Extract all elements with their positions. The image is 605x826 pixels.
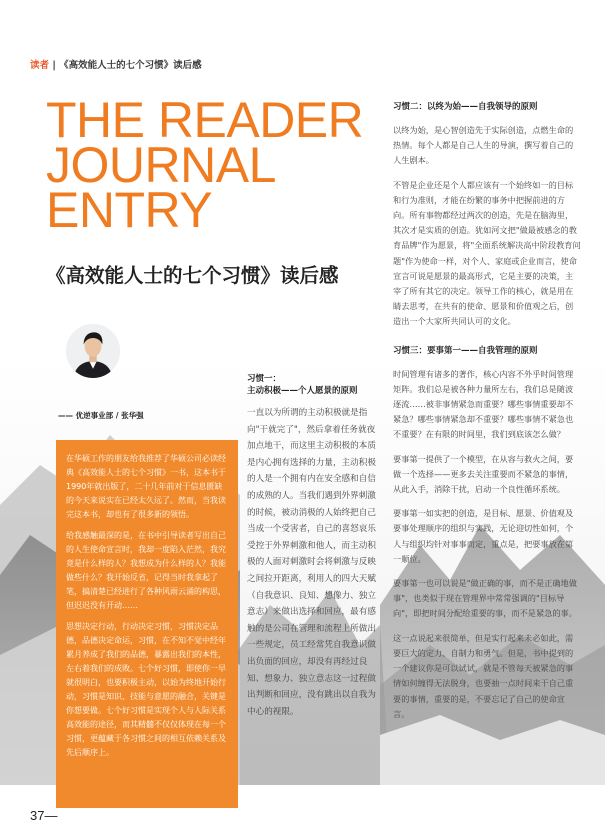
habit-three-paragraph-2: 要事第一提供了一个模型，在从容与救火之间，要做一个选择——更多去关注重要而不紧急的事情，从此入手，消除干扰，启动一个良性循环系统。 [393, 453, 574, 495]
author-byline: —— 优逆事业部 / 张华强 [58, 411, 144, 420]
habit-two-paragraph-2: 不管是企业还是个人都应该有一个始终如一的目标和行为准则，才能在纷繁的事务中把握前进的方向。所有事物都经过两次的创造，先是在脑海里，其次才是实质的创造。犹如河文把"做最被感念的教育品牌"作为愿景，将"全面系统解决高中阶段教育问题"作为使命一样，对个人、家庭或企业而言，使命宣言可说是愿景的最高形式，它是主要的决策，主宰了所有其它的决定。领导工作的核心，就是用在睛去思考，在共有的使命、愿景和价值观之后，创造出一个大家所共同认可的文化。 [393, 179, 581, 327]
habit-one-heading [247, 373, 380, 397]
big-title-line-1: THE READER [46, 92, 364, 148]
habit-three-paragraph-1: 时间管理有诸多的著作，核心内容不外乎时间管理矩阵。我们总是被各种力量所左右，我们总是随波逐流……被非事情紧急而重要？哪些事情重要却不紧急？哪些事情紧急却不重要？哪些事情不紧急也不重要？在有限的时间里，我们到底该怎么做？ [393, 368, 574, 440]
habit-three-paragraph-3: 要事第一如实把的创造，是目标、愿景、价值观及要事处理顺序的组织与实践，无论迎切性如何，个人与组织均针对事事而定，重点是，把要事放在第一顺位。 [393, 508, 574, 564]
intro-paragraph-1: 在华硕工作的朋友给我推荐了华硕公司必读经典《高效能人士的七个习惯》一书，这本书于1990年就出版了，二十几年前对于信息匮缺的今天来说实在已经太久远了。然而，当我读完这本书，却也有了很多新的领悟。 [66, 454, 226, 519]
running-header [30, 57, 202, 71]
habit-one-body: 一直以为所谓的主动积极就是指向"干就完了"，然后拿着任务就夜加点地干，而这里主动积极的本质是内心拥有选择的力量，主动积极的人是一个拥有内在安全感和自信的成熟的人。当我们遇到外界刺激的时候，被动消极的人始终把自己当成一个受害者，自己的喜怒哀乐受控于外界刺激和他人，而主动积极的人面对刺激时会将刺激与反映之间拉开距离，利用人的四大天赋（自我意识、良知、想像力、独立意志）来做出选择和回应，最有感触的是公司在管理和流程上所做出一些规定，员工经常凭自我意识做出负面的回应，却没有再经过良知、想象力、独立意志这一过程做出判断和回应，没有跳出以自我为中心的视限。 [247, 408, 376, 717]
habit-three-heading: 习惯三：要事第一——自我管理的原则 [393, 345, 538, 356]
intro-paragraph-3: 思想决定行动，行动决定习惯，习惯决定品德，品德决定命运，习惯，在不知不觉中经年累月养成了我们的品德，暴露出我们的本性，左右着我们的成败。七个好习惯，即使你一早就很明白，也要积极主动，以始为终地开始行动，习惯是知识、技能与意愿的融合，关键是你想要做。七个好习惯是实现个人与人际关系高效能的途径，而其精髓不仅仅体现在每一个习惯，更蕴藏于各习惯之间的相互依赖关系及先后顺序上。 [66, 622, 226, 757]
big-title-line-3: ENTRY [46, 182, 213, 238]
habit-one-heading-line-2: 主动积极——个人愿景的原则 [247, 386, 358, 396]
right-column [393, 101, 581, 731]
page-number: 37— [30, 808, 58, 823]
intro-box [56, 440, 238, 808]
subtitle: 《高效能人士的七个习惯》读后感 [46, 264, 339, 287]
big-title-line-2: JOURNAL [46, 137, 276, 193]
big-title [46, 92, 376, 238]
habit-one-heading-line-1: 习惯一： [247, 374, 282, 384]
header-title: 《高效能人士的七个习惯》读后感 [59, 60, 202, 71]
habit-three-paragraph-5: 这一点说起来很简单，但是实行起来未必如此，需要巨大的定力、自制力和勇气。但是，书中提到的一个建议你是可以试试，就是不管每天被紧急的事情如何缠得无法脱身，也要抽一点时间来干自己重要的事情，重要的是，不要忘记了自己的使命宣言。 [393, 632, 574, 719]
header-brand: 读者 [30, 60, 50, 71]
intro-paragraph-2: 给我感触最深的是，在书中引导读者写出自己的人生使命宣言时，我却一度陷入茫然，我究竟是什么样的人？我想成为什么样的人？我能做些什么？我开始反省，记得当时我拿起了笔，搞清楚已经进行了各种风雨云涌的构思，但迟迟没有开动…… [66, 531, 226, 610]
author-avatar [64, 322, 122, 380]
habit-one-column [247, 373, 380, 720]
habit-two-paragraph-1: 以终为始，是心智创造先于实际创造，点燃生命的热情。每个人都是自己人生的导演，撰写着自己的人生剧本。 [393, 125, 574, 166]
habit-three-paragraph-4: 要事第一也可以说是"做正确的事，而不是正确地做事"，也类似于现在管理界中常常强调的"目标导向"，即把时间分配给重要的事，而不是紧急的事。 [393, 578, 577, 619]
habit-two-heading: 习惯二：以终为始——自我领导的原则 [393, 102, 538, 112]
header-separator: | [52, 60, 56, 71]
